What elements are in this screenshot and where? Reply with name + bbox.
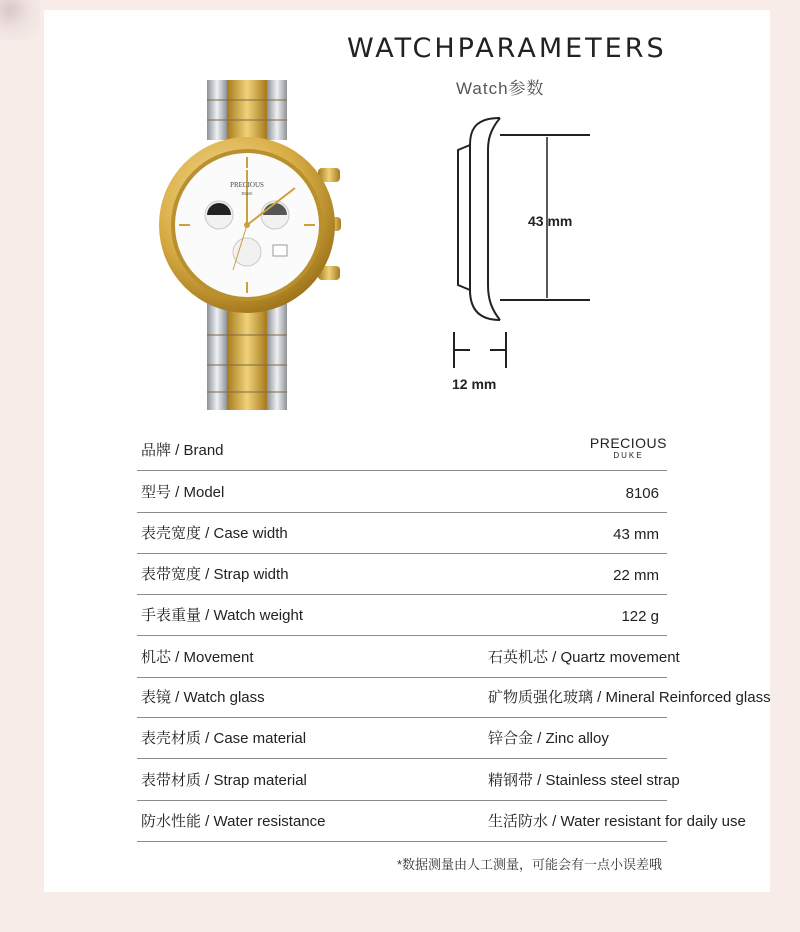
- spec-row-case-width: [137, 513, 667, 554]
- spec-label: 表带材质 / Strap material: [141, 772, 307, 789]
- spec-row-case-material: [137, 718, 667, 759]
- diameter-label: 43 mm: [528, 213, 573, 229]
- corner-decoration: [0, 0, 40, 40]
- spec-label: 型号 / Model: [141, 484, 225, 501]
- svg-text:DUKE: DUKE: [241, 191, 253, 196]
- spec-label: 手表重量 / Watch weight: [141, 607, 303, 624]
- brand-logo: [590, 435, 667, 460]
- spec-row-movement: [137, 637, 680, 678]
- spec-value: 122 g: [621, 608, 659, 625]
- spec-label: 机芯 / Movement: [141, 649, 254, 666]
- spec-row-strap-material: [137, 760, 680, 801]
- spec-label: 表带宽度 / Strap width: [141, 566, 289, 583]
- spec-row-water-resistance: [137, 801, 746, 842]
- spec-value: 22 mm: [613, 567, 659, 584]
- spec-value: 8106: [625, 485, 659, 502]
- watch-side-dimension-diagram: [440, 110, 610, 370]
- page-subtitle: Watch参数: [456, 79, 545, 98]
- spec-value: 43 mm: [613, 526, 659, 543]
- thickness-label: 12 mm: [452, 376, 497, 392]
- watch-product-image: [155, 80, 355, 425]
- spec-row-brand: [137, 430, 667, 471]
- measurement-footnote: *数据测量由人工测量，可能会有一点小误差哦: [397, 857, 663, 872]
- spec-row-glass: [137, 677, 771, 718]
- spec-label: 表壳宽度 / Case width: [141, 525, 288, 542]
- spec-label: 表壳材质 / Case material: [141, 730, 307, 747]
- page-title: WATCHPARAMETERS: [347, 33, 667, 64]
- spec-row-model: [137, 472, 667, 513]
- spec-row-weight: [137, 595, 667, 636]
- brand-logo-sub: DUKE: [613, 451, 644, 460]
- spec-value: 石英机芯 / Quartz movement: [488, 649, 680, 666]
- spec-value: 生活防水 / Water resistant for daily use: [488, 813, 746, 830]
- spec-row-strap-width: [137, 554, 667, 595]
- spec-label: 防水性能 / Water resistance: [141, 813, 326, 830]
- spec-value: 锌合金 / Zinc alloy: [488, 730, 609, 747]
- spec-value: 精钢带 / Stainless steel strap: [488, 772, 680, 789]
- spec-label: 品牌 / Brand: [141, 442, 224, 459]
- spec-label: 表镜 / Watch glass: [141, 689, 265, 706]
- brand-logo-name: PRECIOUS: [589, 435, 667, 451]
- svg-text:PRECIOUS: PRECIOUS: [230, 181, 264, 189]
- spec-value: 矿物质强化玻璃 / Mineral Reinforced glass: [488, 689, 771, 706]
